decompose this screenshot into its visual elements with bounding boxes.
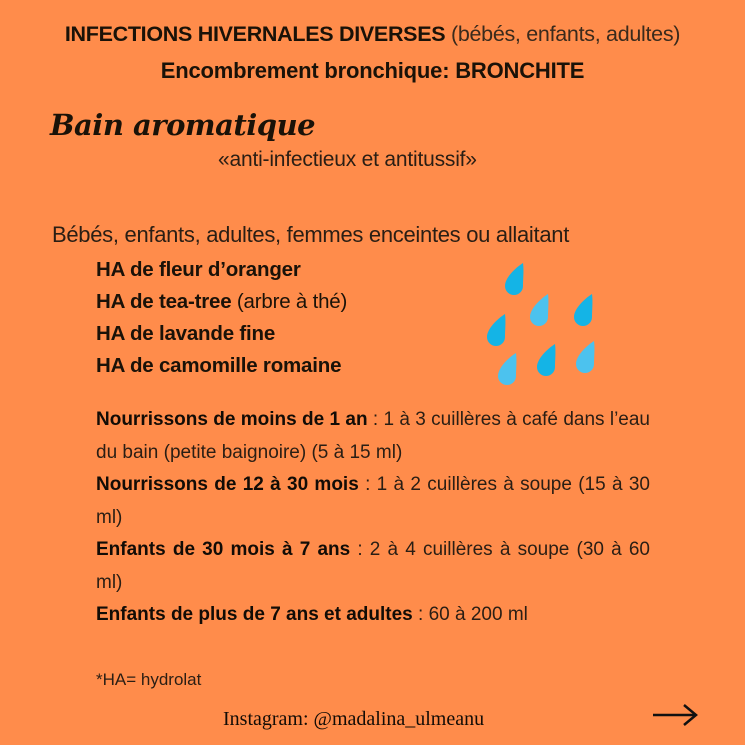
- water-drop-icon: [572, 293, 594, 327]
- arrow-right-icon[interactable]: [650, 700, 700, 730]
- dosage-detail: : 1 à 2 cuillères à soupe (15 à 30 ml): [96, 474, 650, 528]
- audience-text: Bébés, enfants, adultes, femmes enceintes ou allaitant: [52, 222, 570, 247]
- ingredient-name: HA de tea-tree: [96, 290, 237, 313]
- dosage-group: Enfants de 30 mois à 7 ans: [96, 539, 351, 560]
- page-subtitle: Encombrement bronchique: BRONCHITE: [160, 58, 585, 83]
- instagram-handle[interactable]: Instagram: @madalina_ulmeanu: [223, 708, 485, 730]
- title-bold: INFECTIONS HIVERNALES DIVERSES: [64, 22, 446, 46]
- page-title: [0, 22, 745, 47]
- water-drop-icon: [503, 262, 525, 296]
- water-drop-icon: [535, 343, 557, 377]
- ingredient-item: [96, 258, 301, 282]
- dosage-detail: : 1 à 3 cuillères à café dans l’eau du bain (petite baignoire) (5 à 15 ml): [96, 409, 650, 463]
- footnote: *HA= hydrolat: [96, 670, 202, 689]
- water-drop-icon: [496, 352, 518, 386]
- water-drop-icon: [528, 293, 550, 327]
- title-audience: (bébés, enfants, adultes): [450, 22, 681, 46]
- section-script-title: Bain aromatique: [50, 108, 316, 142]
- water-drop-icon: [485, 313, 507, 347]
- dosage-group: Nourrissons de moins de 1 an: [96, 409, 368, 430]
- dosage-item: [96, 469, 650, 534]
- ingredient-name: HA de fleur d’oranger: [96, 258, 301, 281]
- water-drop-icon: [574, 340, 596, 374]
- section-tagline: «anti-infectieux et antitussif»: [218, 148, 477, 171]
- dosage-item: [96, 599, 650, 632]
- ingredient-item: [96, 290, 347, 314]
- ingredient-note: (arbre à thé): [236, 290, 348, 313]
- ingredient-item: [96, 322, 275, 346]
- dosage-item: [96, 534, 650, 599]
- ingredient-name: HA de lavande fine: [96, 322, 276, 345]
- dosage-detail: : 2 à 4 cuillères à soupe (30 à 60 ml): [96, 539, 650, 593]
- dosage-item: [96, 404, 650, 469]
- ingredient-name: HA de camomille romaine: [96, 354, 342, 377]
- dosage-group: Nourrissons de 12 à 30 mois: [96, 474, 359, 495]
- dosage-detail: : 60 à 200 ml: [412, 604, 528, 625]
- dosage-group: Enfants de plus de 7 ans et adultes: [96, 604, 413, 625]
- ingredient-item: [96, 354, 341, 378]
